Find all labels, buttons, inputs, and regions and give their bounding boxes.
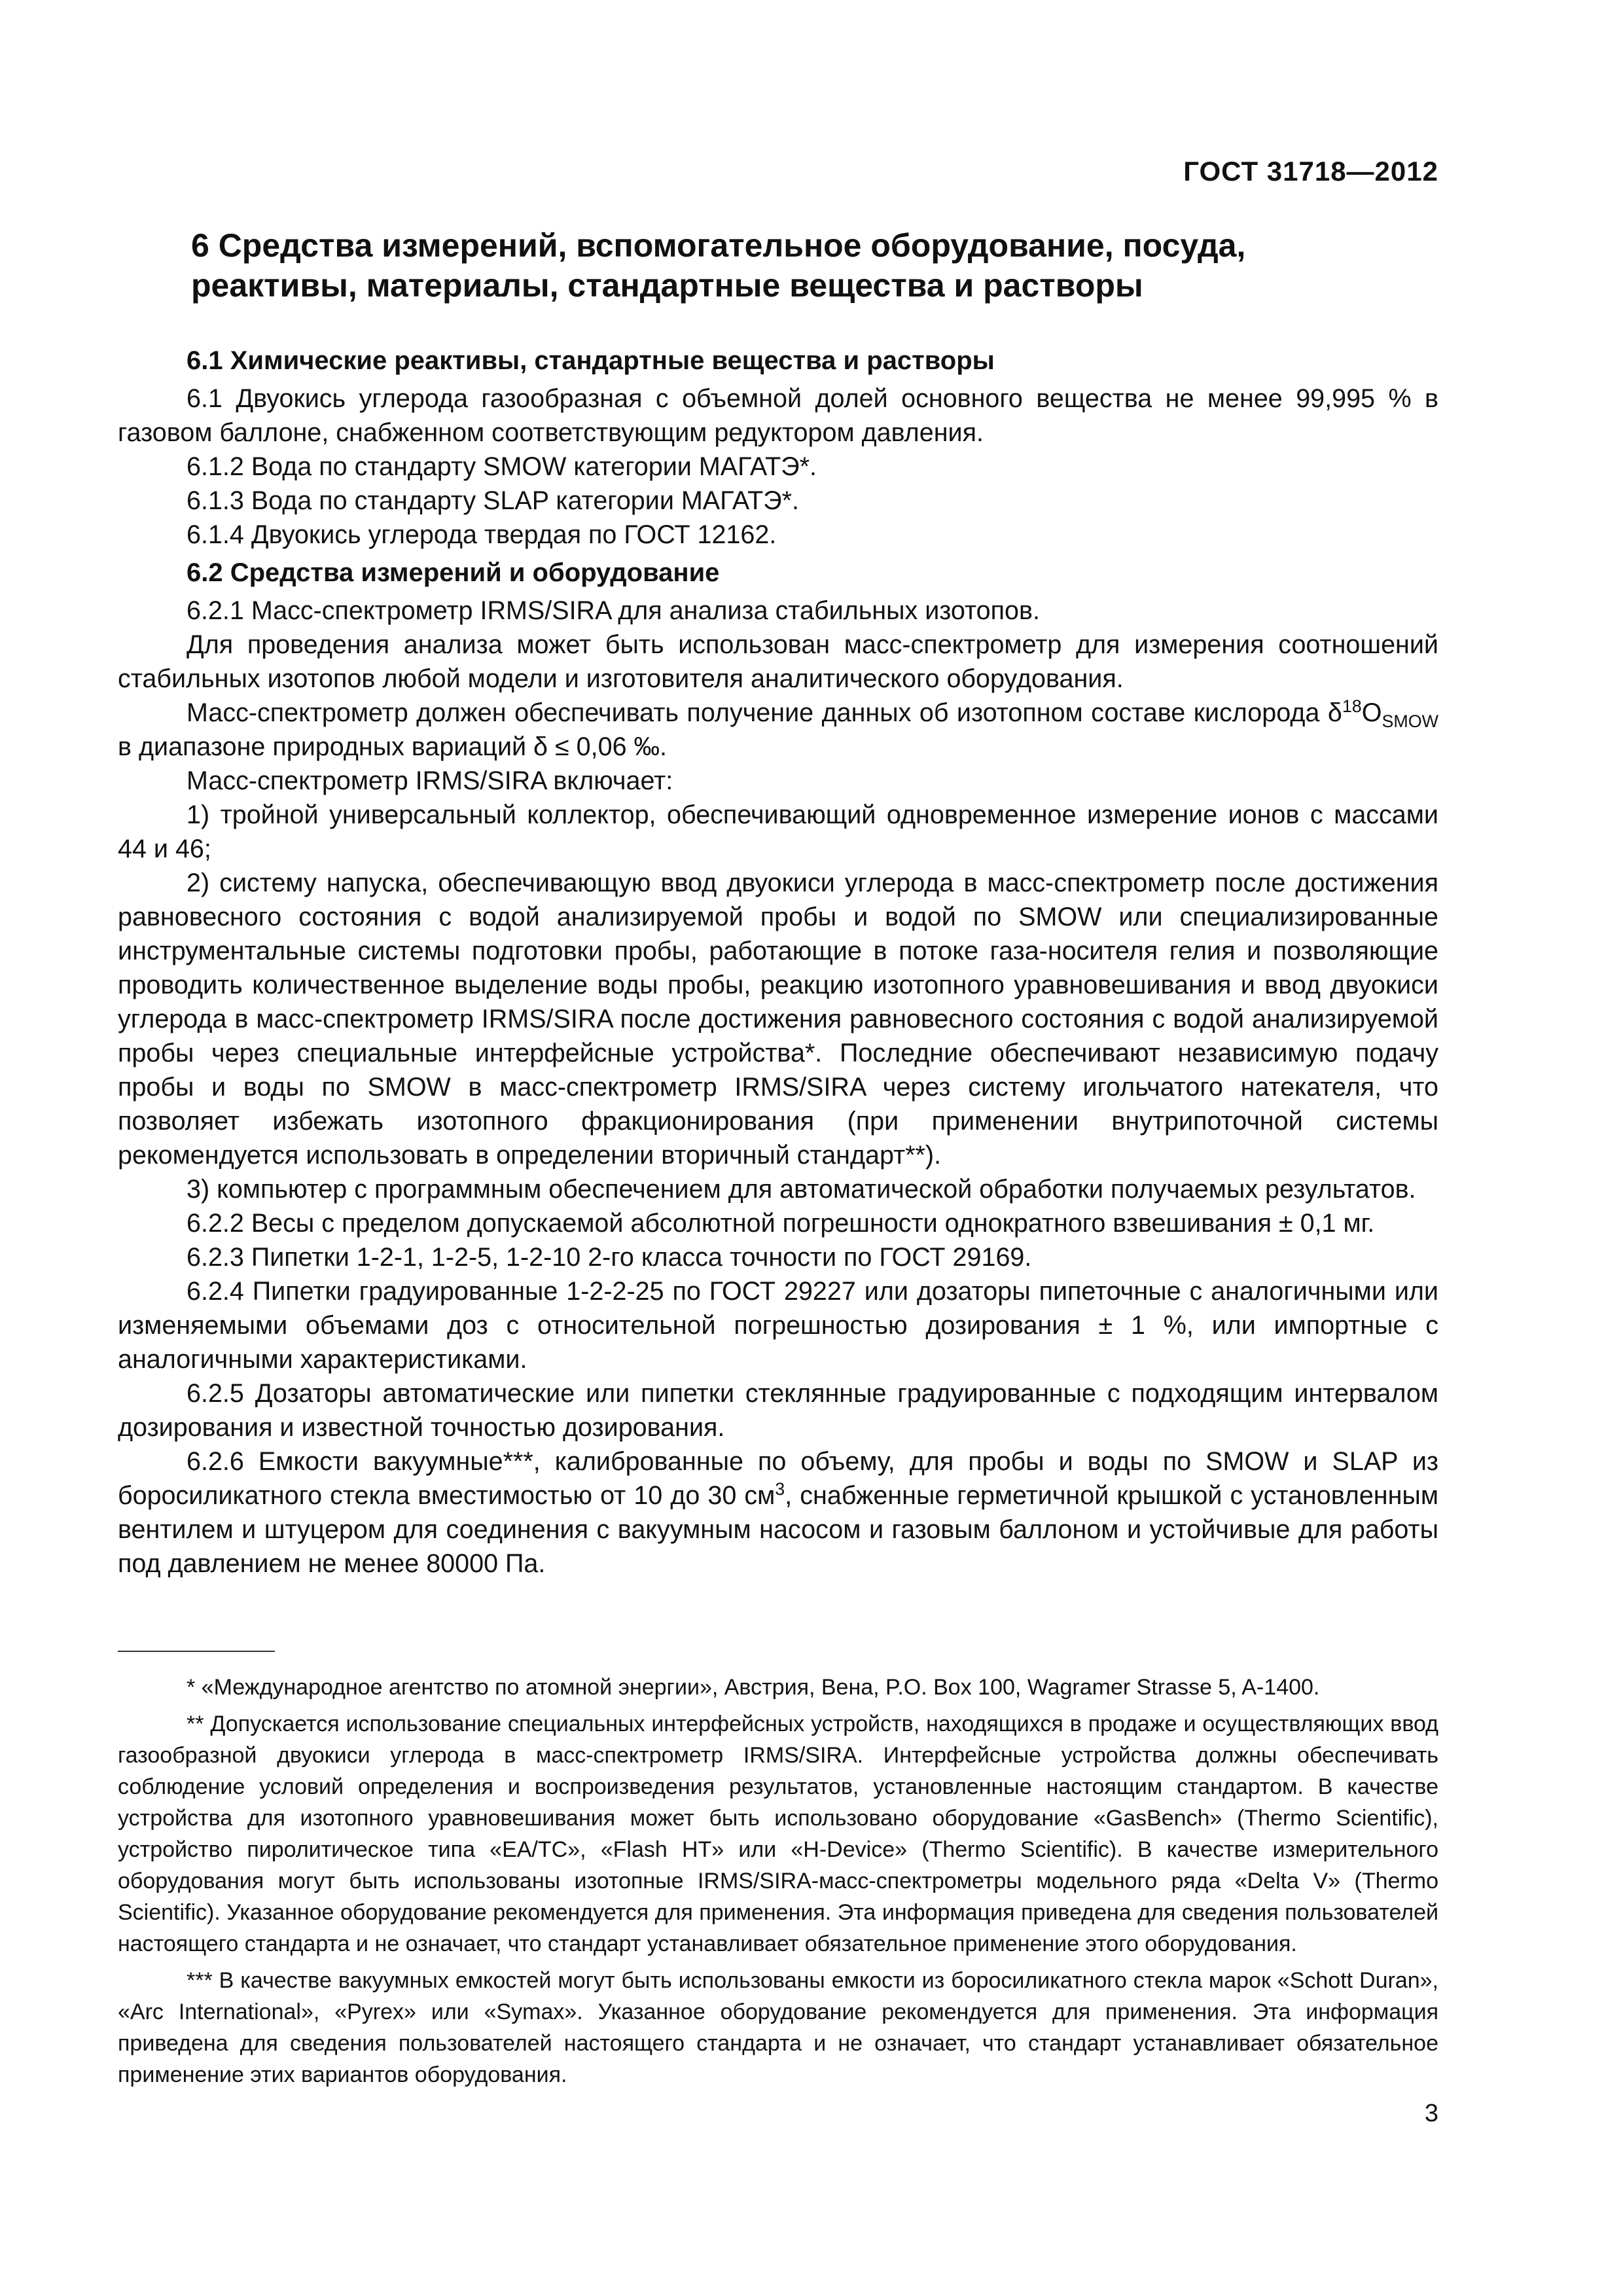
subsection-6-2-title: 6.2 Средства измерений и оборудование (187, 558, 720, 587)
footnote-2: ** Допускается использование специальных интерфейсных устройств, находящихся в продаже и осуществляющих ввод газообразной двуокиси углерода в масс-спектрометр IRMS/SIRA. Интерфейсные устройства должны обеспечивать соблюдение условий определения и воспроизведения результатов, установленные настоящим стандартом. В качестве устройства для изотопного уравновешивания может быть использовано оборудование «GasBench» (Thermo Scientific), устройство пиролитическое типа «EA/TC», «Flash HT» или «H-Device» (Thermo Scientific). В качестве измерительного оборудования могут быть использованы изотопные IRMS/SIRA-масс-спектрометры модельного ряда «Delta V» (Thermo Scientific). Указанное оборудование рекомендуется для применения. Эта информация приведена для сведения пользователей настоящего стандарта и не означает, что стандарт устанавливает обязательное применение этого оборудования. (118, 1712, 1438, 1956)
paragraph-6-2-6 (118, 1444, 1438, 1581)
paragraph-6-2-5: 6.2.5 Дозаторы автоматические или пипетки стеклянные градуированные с подходящим интервалом дозирования и известной точностью дозирования. (118, 1379, 1438, 1442)
isotope-superscript: 18 (1342, 696, 1362, 716)
list-item-1: 1) тройной универсальный коллектор, обеспечивающий одновременное измерение ионов с массами 44 и 46; (118, 800, 1438, 863)
paragraph-analysis-note: Для проведения анализа может быть использован масс-спектрометр для измерения соотношений стабильных изотопов любой модели и изготовителя аналитического оборудования. (118, 630, 1438, 693)
paragraph-oxygen-isotope (118, 696, 1438, 764)
document-code: ГОСТ 31718—2012 (1183, 156, 1438, 187)
smow-subscript: SMOW (1382, 711, 1438, 731)
footnote-3: *** В качестве вакуумных емкостей могут быть использованы емкости из боросиликатного стекла марок «Schott Duran», «Arc International», «Pyrex» или «Symax». Указанное оборудование рекомендуется для применения. Эта информация приведена для сведения пользователей настоящего стандарта и не означает, что стандарт устанавливает обязательное применение этих вариантов оборудования. (118, 1968, 1438, 2087)
section-title-line-1: 6 Средства измерений, вспомогательное оборудование, посуда, (191, 227, 1246, 264)
list-item-3: 3) компьютер с программным обеспечением для автоматической обработки получаемых результатов. (187, 1175, 1416, 1204)
subsection-6-1-title: 6.1 Химические реактивы, стандартные вещества и растворы (187, 346, 995, 375)
list-item-2: 2) систему напуска, обеспечивающую ввод двуокиси углерода в масс-спектрометр после достижения равновесного состояния с водой анализируемой пробы и водой по SMOW или специализированные инструментальные системы подготовки пробы, работающие в потоке газа-носителя гелия и позволяющие проводить количественное выделение воды пробы, реакцию изотопного уравновешивания и ввод двуокиси углерода в масс-спектрометр IRMS/SIRA после достижения равновесного состояния с водой анализируемой пробы через специальные интерфейсные устройства*. Последние обеспечивают независимую подачу пробы и воды по SMOW в масс-спектрометр IRMS/SIRA через систему игольчатого натекателя, что позволяет избежать изотопного фракционирования (при применении внутрипоточной системы рекомендуется использовать в определении вторичный стандарт**). (118, 869, 1438, 1170)
paragraph-6-2-1: 6.2.1 Масс-спектрометр IRMS/SIRA для анализа стабильных изотопов. (187, 596, 1040, 625)
paragraph-6-1-2: 6.1.2 Вода по стандарту SMOW категории МАГАТЭ*. (187, 452, 817, 481)
footnote-1: * «Международное агентство по атомной энергии», Австрия, Вена, P.O. Box 100, Wagramer Strasse 5, A-1400. (187, 1675, 1320, 1700)
footnotes (118, 1672, 1438, 2096)
oxygen-symbol: O (1361, 698, 1382, 727)
oxygen-text-start: Масс-спектрометр должен обеспечивать получение данных об изотопном составе кислорода δ (187, 698, 1342, 727)
paragraph-6-2-2: 6.2.2 Весы с пределом допускаемой абсолютной погрешности однократного взвешивания ± 0,1 мг. (187, 1209, 1375, 1238)
paragraph-6-1: 6.1 Двуокись углерода газообразная с объемной долей основного вещества не менее 99,995 % в газовом баллоне, снабженном соответствующим редуктором давления. (118, 384, 1438, 447)
paragraph-irms-includes: Масс-спектрометр IRMS/SIRA включает: (187, 766, 673, 795)
vacuum-text-end: , снабженные герметичной крышкой с установленным вентилем и штуцером для соединения с вакуумным насосом и газовым баллоном и устойчивые для работы под давлением не менее 80000 Па. (118, 1481, 1438, 1578)
section-title-line-2: реактивы, материалы, стандартные вещества и растворы (191, 267, 1143, 304)
vacuum-text-start: 6.2.6 Емкости вакуумные***, калиброванные по объему, для пробы и воды по SMOW и SLAP из боросиликатного стекла вместимостью от 10 до 30 см (118, 1447, 1438, 1510)
paragraph-6-2-3: 6.2.3 Пипетки 1-2-1, 1-2-5, 1-2-10 2-го класса точности по ГОСТ 29169. (187, 1243, 1032, 1272)
paragraph-6-2-4: 6.2.4 Пипетки градуированные 1-2-2-25 по ГОСТ 29227 или дозаторы пипеточные с аналогичными или изменяемыми объемами доз с относительной погрешностью дозирования ± 1 %, или импортные с аналогичными характеристиками. (118, 1277, 1438, 1374)
volume-superscript: 3 (775, 1479, 785, 1499)
section-title (191, 226, 1438, 306)
paragraph-6-1-3: 6.1.3 Вода по стандарту SLAP категории МАГАТЭ*. (187, 486, 799, 515)
paragraph-6-1-4: 6.1.4 Двуокись углерода твердая по ГОСТ 12162. (187, 520, 777, 549)
footnote-separator (118, 1651, 275, 1652)
page-number: 3 (1424, 2100, 1438, 2127)
main-content (118, 226, 1438, 1581)
oxygen-text-end: в диапазоне природных вариаций δ ≤ 0,06 ‰. (118, 732, 667, 761)
